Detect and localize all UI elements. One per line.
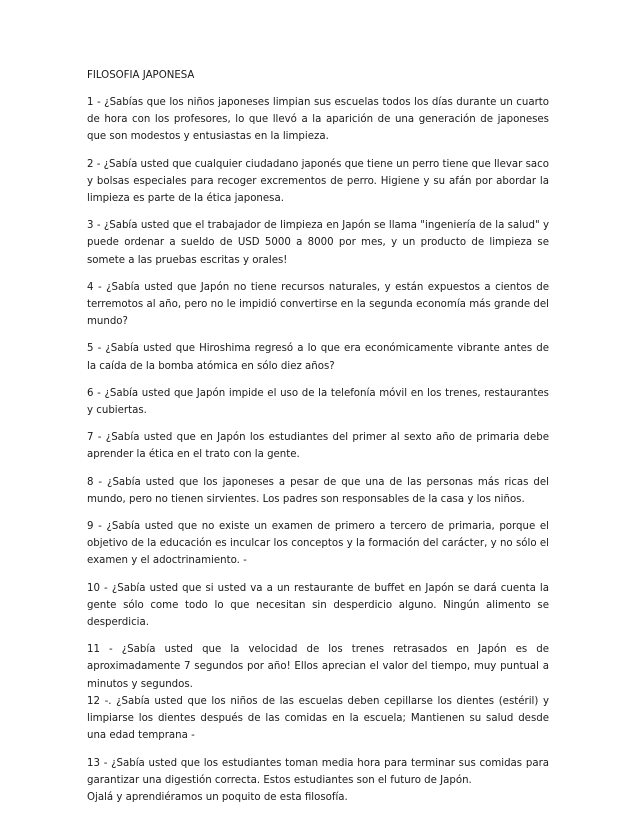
paragraph-13: 13 - ¿Sabía usted que los estudiantes toman media hora para terminar sus comidas para garantizar una digestión correcta. Estos estudiantes son el futuro de Japón. — [87, 757, 549, 786]
paragraph-11: 11 - ¿Sabía usted que la velocidad de los trenes retrasados en Japón es de aproximadamente 7 segundos por año! Ellos aprecian el valor del tiempo, muy puntual a minutos y segundos. — [87, 644, 549, 690]
paragraph-7: 7 - ¿Sabía usted que en Japón los estudiantes del primer al sexto año de primaria debe aprender la ética en el trato con la gente. — [87, 432, 549, 461]
document-title: FILOSOFIA JAPONESA — [87, 70, 195, 81]
paragraph-8: 8 - ¿Sabía usted que los japoneses a pesar de que una de las personas más ricas del mundo, pero no tienen sirvientes. Los padres son responsables de la casa y los niños. — [87, 476, 549, 505]
closing-line: Ojalá y aprendiéramos un poquito de esta filosofía. — [87, 791, 348, 803]
paragraph-2: 2 - ¿Sabía usted que cualquier ciudadano japonés que tiene un perro tiene que llevar saco y bolsas especiales para recoger excrementos de perro. Higiene y su afán por abordar la limpieza es parte de la ética japonesa. — [87, 158, 549, 205]
paragraph-9: 9 - ¿Sabía usted que no existe un examen de primero a tercero de primaria, porque el objetivo de la educación es inculcar los conceptos y la formación del carácter, y no sólo el examen y el adoctrinamiento. - — [87, 521, 549, 567]
paragraph-6: 6 - ¿Sabía usted que Japón impide el uso de la telefonía móvil en los trenes, restaurantes y cubiertas. — [87, 387, 549, 417]
paragraph-3: 3 - ¿Sabía usted que el trabajador de limpieza en Japón se llama "ingeniería de la salud" y puede ordenar a sueldo de USD 5000 a 8000 por mes, y un producto de limpieza se somete a las pruebas escritas y orales! — [87, 220, 549, 266]
paragraph-5: 5 - ¿Sabía usted que Hiroshima regresó a lo que era económicamente vibrante antes de la caída de la bomba atómica en sólo diez años? — [87, 343, 549, 372]
paragraph-1: 1 - ¿Sabías que los niños japoneses limpian sus escuelas todos los días durante un cuarto de hora con los profesores, lo que llevó a la aparición de una generación de japoneses que son modestos y entusiastas en la limpieza. — [87, 97, 549, 143]
paragraph-10: 10 - ¿Sabía usted que si usted va a un restaurante de buffet en Japón se dará cuenta la gente sólo come todo lo que necesitan sin desperdicio alguno. Ningún alimento se desperdicia. — [87, 582, 549, 629]
document-page — [87, 67, 549, 806]
paragraph-12: 12 -. ¿Sabía usted que los niños de las escuelas deben cepillarse los dientes (estéril) y limpiarse los dientes después de las comidas en la escuela; Mantienen su salud desde una edad temprana - — [87, 695, 549, 742]
paragraph-4: 4 - ¿Sabía usted que Japón no tiene recursos naturales, y están expuestos a cientos de terremotos al año, pero no le impidió convertirse en la segunda economía más grande del mundo? — [87, 281, 549, 328]
